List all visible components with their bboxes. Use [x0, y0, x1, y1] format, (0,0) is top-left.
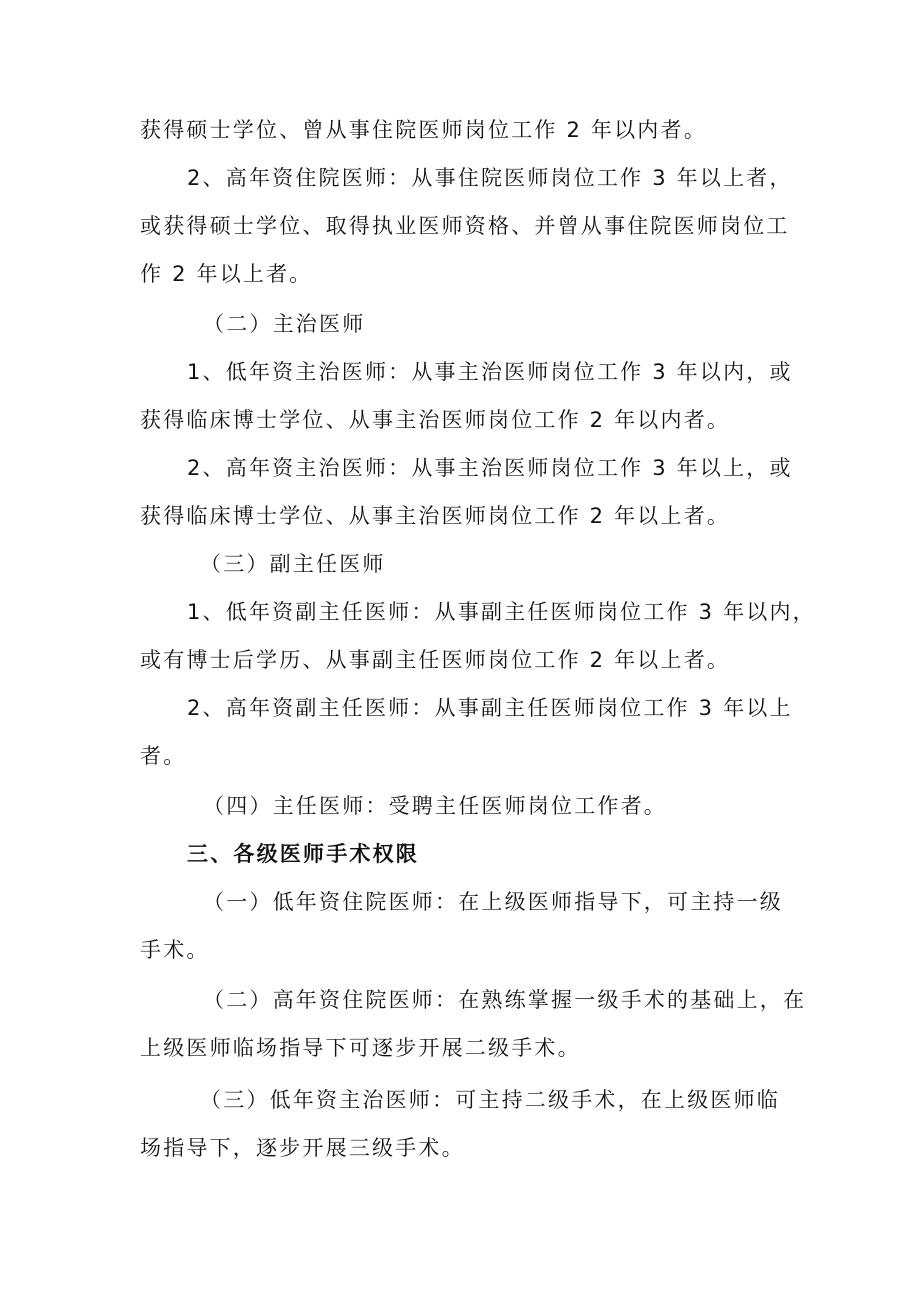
section-heading: （三）副主任医师 [200, 552, 386, 576]
text-line: 上级医师临场指导下可逐步开展二级手术。 [140, 1036, 581, 1060]
section-heading: 三、各级医师手术权限 [187, 842, 419, 866]
text-line: 2、高年资副主任医师：从事副主任医师岗位工作 3 年以上 [187, 696, 793, 720]
text-line: 2、高年资主治医师：从事主治医师岗位工作 3 年以上，或 [187, 456, 793, 480]
text-line: 获得临床博士学位、从事主治医师岗位工作 2 年以上者。 [140, 504, 731, 528]
text-line: 作 2 年以上者。 [140, 262, 313, 286]
text-line: 获得硕士学位、曾从事住院医师岗位工作 2 年以内者。 [140, 118, 707, 142]
text-line: 1、低年资副主任医师：从事副主任医师岗位工作 3 年以内， [187, 600, 816, 624]
text-line: （四）主任医师：受聘主任医师岗位工作者。 [203, 794, 667, 818]
text-line: 者。 [140, 744, 187, 768]
text-line: （二）高年资住院医师：在熟练掌握一级手术的基础上，在 [203, 988, 807, 1012]
text-line: 1、低年资主治医师：从事主治医师岗位工作 3 年以内，或 [187, 360, 793, 384]
text-line: 或获得硕士学位、取得执业医师资格、并曾从事住院医师岗位工 [140, 214, 790, 238]
text-line: 2、高年资住院医师：从事住院医师岗位工作 3 年以上者， [187, 166, 793, 190]
text-line: 获得临床博士学位、从事主治医师岗位工作 2 年以内者。 [140, 408, 731, 432]
text-line: 场指导下，逐步开展三级手术。 [140, 1136, 465, 1160]
text-line: 或有博士后学历、从事副主任医师岗位工作 2 年以上者。 [140, 648, 731, 672]
text-line: （一）低年资住院医师：在上级医师指导下，可主持一级 [203, 890, 783, 914]
text-line: 手术。 [140, 938, 210, 962]
text-line: （三）低年资主治医师：可主持二级手术，在上级医师临 [200, 1088, 780, 1112]
section-heading: （二）主治医师 [203, 312, 366, 336]
